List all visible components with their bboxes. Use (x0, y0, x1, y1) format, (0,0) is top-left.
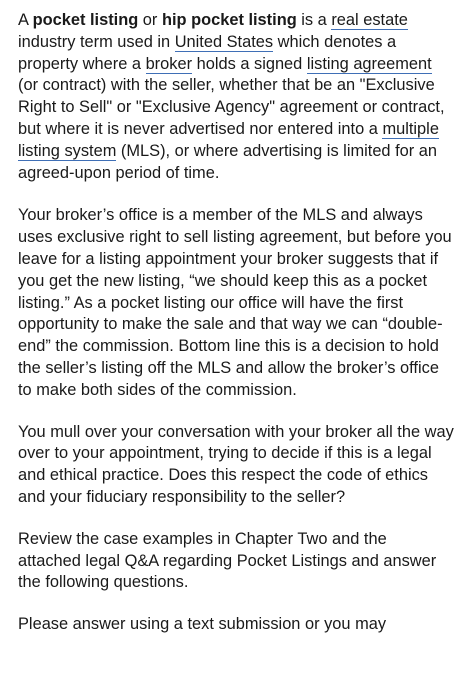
text-segment: (or contract) with the seller, whether that be an "Exclusive Right to Sell" or "Exclusive Agency" agreement or contract, but where it is never advertised nor entered into a (18, 76, 445, 138)
text-segment: which denotes a property where a (18, 32, 397, 73)
definition-paragraph (18, 10, 454, 184)
text-segment: or (138, 11, 162, 29)
submission-paragraph: Please answer using a text submission or you may (18, 615, 387, 634)
text-segment: industry term used in (18, 32, 175, 51)
reflection-paragraph: You mull over your conversation with your broker all the way over to your appointment, trying to decide if this is a legal and ethical practice. Does this respect the code of ethics and your fiduciary responsibility to the seller? (18, 422, 454, 506)
link-real-estate[interactable]: real estate (331, 11, 408, 29)
text-segment: is a (296, 11, 332, 29)
text-segment: A (18, 11, 33, 29)
text-segment: holds a signed (192, 54, 307, 73)
instructions-paragraph: Review the case examples in Chapter Two and the attached legal Q&A regarding Pocket Listings and answer the following questions. (18, 529, 437, 592)
link-united-states[interactable]: United States (174, 32, 274, 51)
term-pocket-listing: pocket listing (32, 11, 139, 29)
scenario-paragraph: Your broker’s office is a member of the MLS and always uses exclusive right to sell listing agreement, but before you leave for a listing appointment your broker suggests that if you get the new listing, “we should keep this as a pocket listing.” As a pocket listing our office will have the first opportunity to make the sale and that way we can “double-end” the commission. Bottom line this is a decision to hold the seller’s listing off the MLS and allow the broker’s office to make both sides of the commission. (18, 206, 452, 399)
text-segment: (MLS), or where advertising is limited for an agreed-upon period of time. (18, 141, 438, 182)
link-multiple-listing-system[interactable]: multiple listing system (18, 119, 439, 160)
link-listing-agreement[interactable]: listing agreement (306, 54, 432, 73)
term-hip-pocket-listing: hip pocket listing (161, 11, 297, 29)
link-broker[interactable]: broker (145, 54, 193, 73)
